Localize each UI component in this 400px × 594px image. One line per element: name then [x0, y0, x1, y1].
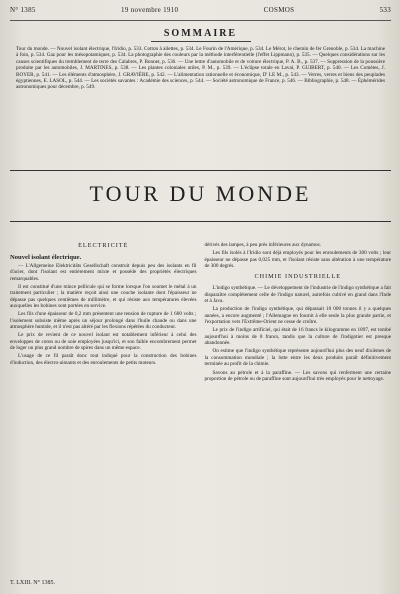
- section-head-electricite: ÉLECTRICITÉ: [78, 242, 129, 249]
- section-rule: [10, 170, 391, 171]
- section-head-chimie: CHIMIE INDUSTRIELLE: [254, 273, 342, 281]
- paragraph: Il est constitué d'une mince pellicule qui se forme lorsque l'on soumet le métal à un traitement particulier ; la matière reçoit ainsi une couche isolante dont l'épaisseur ne dépasse pas quelques centièmes de millimètre, et qui résiste aux températures élevées auxquelles les bobines sont portées en service.: [10, 284, 197, 310]
- paragraph: Les fils isolés à l'Iridio sont déjà employés pour les enroulements de 300 volts ; leur épaisseur ne dépasse pas 0,025 mm, et l'isolant résiste sans altération à une température de 300 degrés.: [204, 250, 391, 270]
- sommaire-title: SOMMAIRE: [10, 28, 391, 42]
- article-columns: [10, 242, 391, 576]
- issue-date: 19 novembre 1910: [121, 6, 179, 14]
- paragraph: La production de l'indigo synthétique, qui dépassait 10 000 tonnes il y a quelques années, a encore augmenté ; l'Allemagne en fournit à elle seule la plus grande partie, et l'exportation vers l'Extrême-Orient ne cesse de croître.: [204, 306, 391, 326]
- paragraph: — L'Allgemeine Elektricitäts Gesellschaft construit depuis peu des isolants en fil d'acier, dont l'isolant est entièrement mixte et possède des propriétés électriques remarquables.: [10, 263, 197, 282]
- article-subhead: Nouvel isolant électrique.: [10, 254, 82, 261]
- issue-number: N° 1385: [10, 6, 36, 14]
- paragraph: Le prix de l'indigo artificiel, qui était de 16 francs le kilogramme en 1897, est tombé aujourd'hui à moins de 8 francs, tandis que la culture de l'indigotier est presque abandonnée.: [204, 327, 391, 347]
- paragraph: Savons au pétrole et à la paraffine. — Les savons qui renferment une certaine proportion de pétrole ou de paraffine sont aujourd'hui très employés pour le nettoyage.: [204, 369, 391, 382]
- running-head: [10, 0, 391, 21]
- sommaire-text: Tour du monde. — Nouvel isolant électrique, l'Iridio, p. 533. Cotton à ailettes, p. 534. Le Fourin de l'Amérique, p. 534. Le Mérot, le chemin de fer Grenoble, p. 534. La machine à foin, p. 534. Gaz pour les mésopotamiques, p. 534. La photographie des couleurs par la méthode interférentielle (l'effet Lippmann), p. 535. — Quelques considérations sur les causes scientifiques du tremblement de terre des Calabres, P. Bonnet, p. 536. — Une lettre d'automobile et de voiture électrique, P. A. B., p. 537. — Suppression de la poussière produite par les automobiles, J. MARTINES, p. 538. — Les plantes coloniales utiles, P. M., p. 539. — L'éclipse totale en Laval, P. GUIBERT, p. 540. — Les Comètes, J. BOYER, p. 541. — Les éléments d'atmosphère, J. GRAVIÈRE, p. 542. — L'alimentation rationnelle et économique, D' LE M., p. 543. — Verres, verres et biens des peuplades égyptiennes, E. LASOL, p. 544. — Les sociétés savantes : Académie des sciences, p. 544. — Société astronomique de France, p. 546. — Bibliographie, p. 548. — Éphémérides astronomiques pour décembre, p. 549.: [16, 46, 385, 91]
- title-rule: [10, 221, 391, 222]
- paragraph: L'indigo synthétique. — Le développement de l'industrie de l'indigo synthétique a fait disparaître complètement celle de l'indigo naturel, autrefois cultivé en grand dans l'Inde et à Java.: [204, 285, 391, 305]
- main-title: TOUR DU MONDE: [89, 181, 312, 206]
- paragraph: dérivés des lampes, à peu près inférieures aux dynamos.: [204, 242, 321, 248]
- journal-name: COSMOS: [263, 6, 295, 14]
- page-number: 533: [379, 6, 391, 14]
- paragraph: Le prix de revient de ce nouvel isolant est notablement inférieur à celui des enveloppes de coton ou de soie employées jusqu'ici, et son faible encombrement permet de loger un plus grand nombre de spires dans un même espace.: [10, 332, 197, 352]
- page-footer: T. LXIII. N° 1385.: [10, 580, 55, 586]
- paragraph: L'usage de ce fil paraît donc tout indiqué pour la construction des bobines d'induction, des électro-aimants et des enroulements de petits moteurs.: [10, 353, 197, 366]
- paragraph: On estime que l'indigo synthétique représente aujourd'hui plus des neuf dixièmes de la consommation mondiale ; la lutte entre les deux produits paraît définitivement terminée au profit de la chimie.: [204, 348, 391, 368]
- right-column: [205, 242, 392, 576]
- left-column: [10, 242, 197, 576]
- paragraph: Les fils d'une épaisseur de 0,2 mm présentent une tension de rupture de 1 600 volts ; l'isolement subsiste même après un séjour prolongé dans l'huile chaude ou dans une atmosphère humide, et il n'est pas altéré par les flexions répétées du conducteur.: [10, 311, 197, 331]
